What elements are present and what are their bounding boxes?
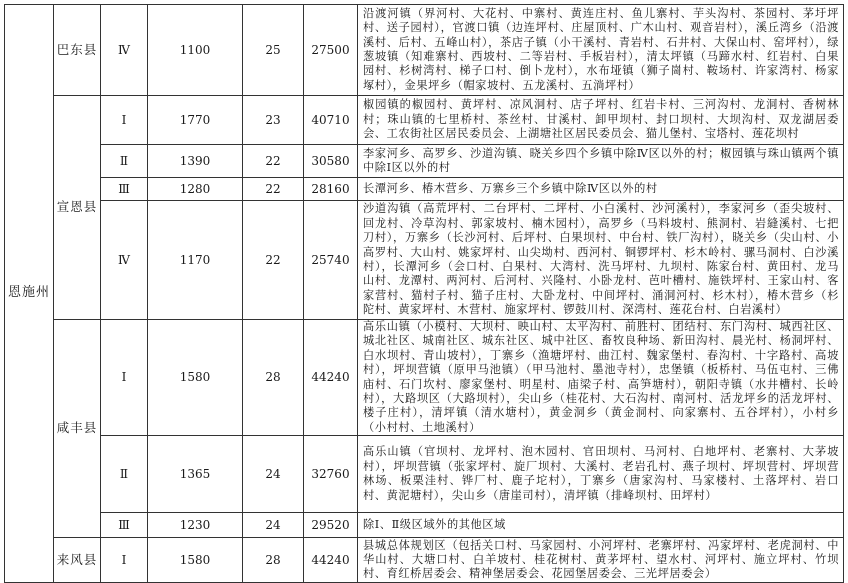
class-cell: Ⅲ xyxy=(101,513,148,538)
monthly-wage-cell: 1280 xyxy=(148,178,243,201)
table-row xyxy=(5,145,844,178)
class-cell: Ⅱ xyxy=(101,145,148,178)
days-cell: 28 xyxy=(243,538,304,583)
county-cell: 巴东县 xyxy=(54,5,101,96)
county-cell: 宣恩县 xyxy=(54,96,101,320)
class-cell: Ⅳ xyxy=(101,201,148,320)
monthly-wage-cell: 1365 xyxy=(148,436,243,513)
wage-standard-table xyxy=(4,4,844,583)
table-row xyxy=(5,201,844,320)
annual-wage-cell: 27500 xyxy=(304,5,358,96)
days-cell: 22 xyxy=(243,178,304,201)
monthly-wage-cell: 1580 xyxy=(148,538,243,583)
monthly-wage-cell: 1580 xyxy=(148,320,243,436)
area-cell: 椒园镇的椒园村、黄坪村、凉风洞村、店子坪村、红岩卡村、三河沟村、龙洞村、香树林村；珠山镇的七里桥村、茶丝村、甘溪村、卸甲坝村、封口坝村、大坝沟村、双龙湖居委会、工农街社区居民委员会、上湖塘社区居民委员会、猫儿堡村、宝塔村、莲花坝村 xyxy=(358,96,844,145)
class-cell: Ⅰ xyxy=(101,96,148,145)
days-cell: 24 xyxy=(243,513,304,538)
monthly-wage-cell: 1170 xyxy=(148,201,243,320)
class-cell: Ⅰ xyxy=(101,320,148,436)
days-cell: 23 xyxy=(243,96,304,145)
prefecture-cell: 恩施州 xyxy=(5,5,54,583)
annual-wage-cell: 28160 xyxy=(304,178,358,201)
days-cell: 25 xyxy=(243,5,304,96)
area-cell: 沙道沟镇（高荒坪村、二台坪村、二坪村、小白溪村、沙河溪村），李家河乡（歪尖坡村、回龙村、冷草沟村、郭家坡村、楠木园村），高罗乡（马料坡村、熊洞村、岩縫溪村、七把刀村），万寨乡（长沙河村、后坪村、白果坝村、中台村、铁厂沟村），晓关乡（尖山村、小高罗村、大山村、姚家坪村、山尖坳村、西河村、铜锣坪村、杉木岭村、骡马洞村、白沙溪村），长潭河乡（会口村、白果村、大湾村、洗马坪村、九坝村、陈家台村、黄田村、龙马山村、龙潭村、两河村、后河村、兴隆村、小卧龙村、芭叶槽村、施铁坪村、王家山村、客家营村、猫村子村、猫子庄村、大卧龙村、中间坪村、涌洞河村、杉木村），椿木营乡（杉陀村、黄家坪村、木营村、施家坪村、锣鼓川村、深湾村、莲花台村、白岩溪村） xyxy=(358,201,844,320)
monthly-wage-cell: 1390 xyxy=(148,145,243,178)
table-row xyxy=(5,96,844,145)
days-cell: 24 xyxy=(243,436,304,513)
monthly-wage-cell: 1100 xyxy=(148,5,243,96)
area-cell: 李家河乡、高罗乡、沙道沟镇、晓关乡四个乡镇中除Ⅳ区以外的村；椒园镇与珠山镇两个镇中除Ⅰ区以外的村 xyxy=(358,145,844,178)
class-cell: Ⅳ xyxy=(101,5,148,96)
days-cell: 28 xyxy=(243,320,304,436)
annual-wage-cell: 40710 xyxy=(304,96,358,145)
annual-wage-cell: 30580 xyxy=(304,145,358,178)
county-cell: 来风县 xyxy=(54,538,101,583)
annual-wage-cell: 44240 xyxy=(304,538,358,583)
area-cell: 除Ⅰ、Ⅱ级区域外的其他区域 xyxy=(358,513,844,538)
days-cell: 22 xyxy=(243,145,304,178)
monthly-wage-cell: 1230 xyxy=(148,513,243,538)
area-cell: 沿渡河镇（界河村、大花村、中寨村、黄连庄村、鱼儿寨村、芋头沟村、茶园村、茅圩坪村、送子园村），官渡口镇（边连坪村、庄屋顶村、广木山村、观音岩村），溪丘湾乡（沿渡溪村、后村、五峰山村），茶店子镇（小干溪村、青岩村、石井村、大保山村、窑坪村），绿葱坡镇（知难寨村、西坡村、二等岩村、手板岩村），清太坪镇（马蹄水村、红岩村、白果园村、杉树湾村、梯子口村、倒卜龙村），水布垭镇（狮子崗村、鞍场村、许家湾村、杨家塚村），金果坪乡（帽家坡村、五龙溪村、五淌坪村） xyxy=(358,5,844,96)
area-cell: 高乐山镇（官坝村、龙坪村、泡木园村、官田坝村、马河村、白地坪村、老寨村、大茅坡村），坪坝营镇（张家坪村、旋厂坝村、大溪村、老岩孔村、燕子坝村、坪坝营村、坪坝营林场、板栗洼村、铧厂村、鹿子坨村），丁寨乡（唐家沟村、马家楼村、土落坪村、岩口村、黄泥塘村），尖山乡（唐崖司村），清坪镇（排峰坝村、田坪村） xyxy=(358,436,844,513)
area-cell: 县城总体规划区（包括关口村、马家园村、小河坪村、老寨坪村、冯家坪村、老虎洞村、中华山村、大塘口村、白羊坡村、桂花树村、黄茅坪村、望水村、河坪村、施立坪村、竹坝村、育红桥居委会、精神堡居委会、花园堡居委会、三光坪居委会） xyxy=(358,538,844,583)
area-cell: 长潭河乡、椿木营乡、万寨乡三个乡镇中除Ⅳ区以外的村 xyxy=(358,178,844,201)
annual-wage-cell: 44240 xyxy=(304,320,358,436)
area-cell: 高乐山镇（小模村、大坝村、映山村、太平沟村、前胜村、团结村、东门沟村、城西社区、城北社区、城南社区、城东社区、城中社区、畜牧良种场、新田沟村、晨光村、杨洞坪村、白水坝村、青山坡村），丁寨乡（渔塘坪村、曲江村、魏家堡村、春沟村、十字路村、高坡村），坪坝营镇（原甲马池镇）（甲马池村、墨池寺村），忠堡镇（板桥村、马伍屯村、三佛庙村、石门坎村、廖家堡村、明星村、庙梁子村、高笋塘村），朝阳寺镇（水井槽村、长岭村），大路坝区（大路坝村），尖山乡（桂花村、大石沟村、南河村、活龙坪乡的活龙坪村、楼子庄村），清坪镇（清水塘村），黄金洞乡（黄金洞村、向家寨村、五谷坪村），小村乡（小村村、土地溪村） xyxy=(358,320,844,436)
table-row xyxy=(5,5,844,96)
days-cell: 22 xyxy=(243,201,304,320)
county-cell: 咸丰县 xyxy=(54,320,101,538)
table-row xyxy=(5,178,844,201)
table-row xyxy=(5,436,844,513)
table-row xyxy=(5,513,844,538)
class-cell: Ⅰ xyxy=(101,538,148,583)
annual-wage-cell: 29520 xyxy=(304,513,358,538)
class-cell: Ⅱ xyxy=(101,436,148,513)
table-row xyxy=(5,538,844,583)
annual-wage-cell: 32760 xyxy=(304,436,358,513)
monthly-wage-cell: 1770 xyxy=(148,96,243,145)
table-row xyxy=(5,320,844,436)
class-cell: Ⅲ xyxy=(101,178,148,201)
annual-wage-cell: 25740 xyxy=(304,201,358,320)
